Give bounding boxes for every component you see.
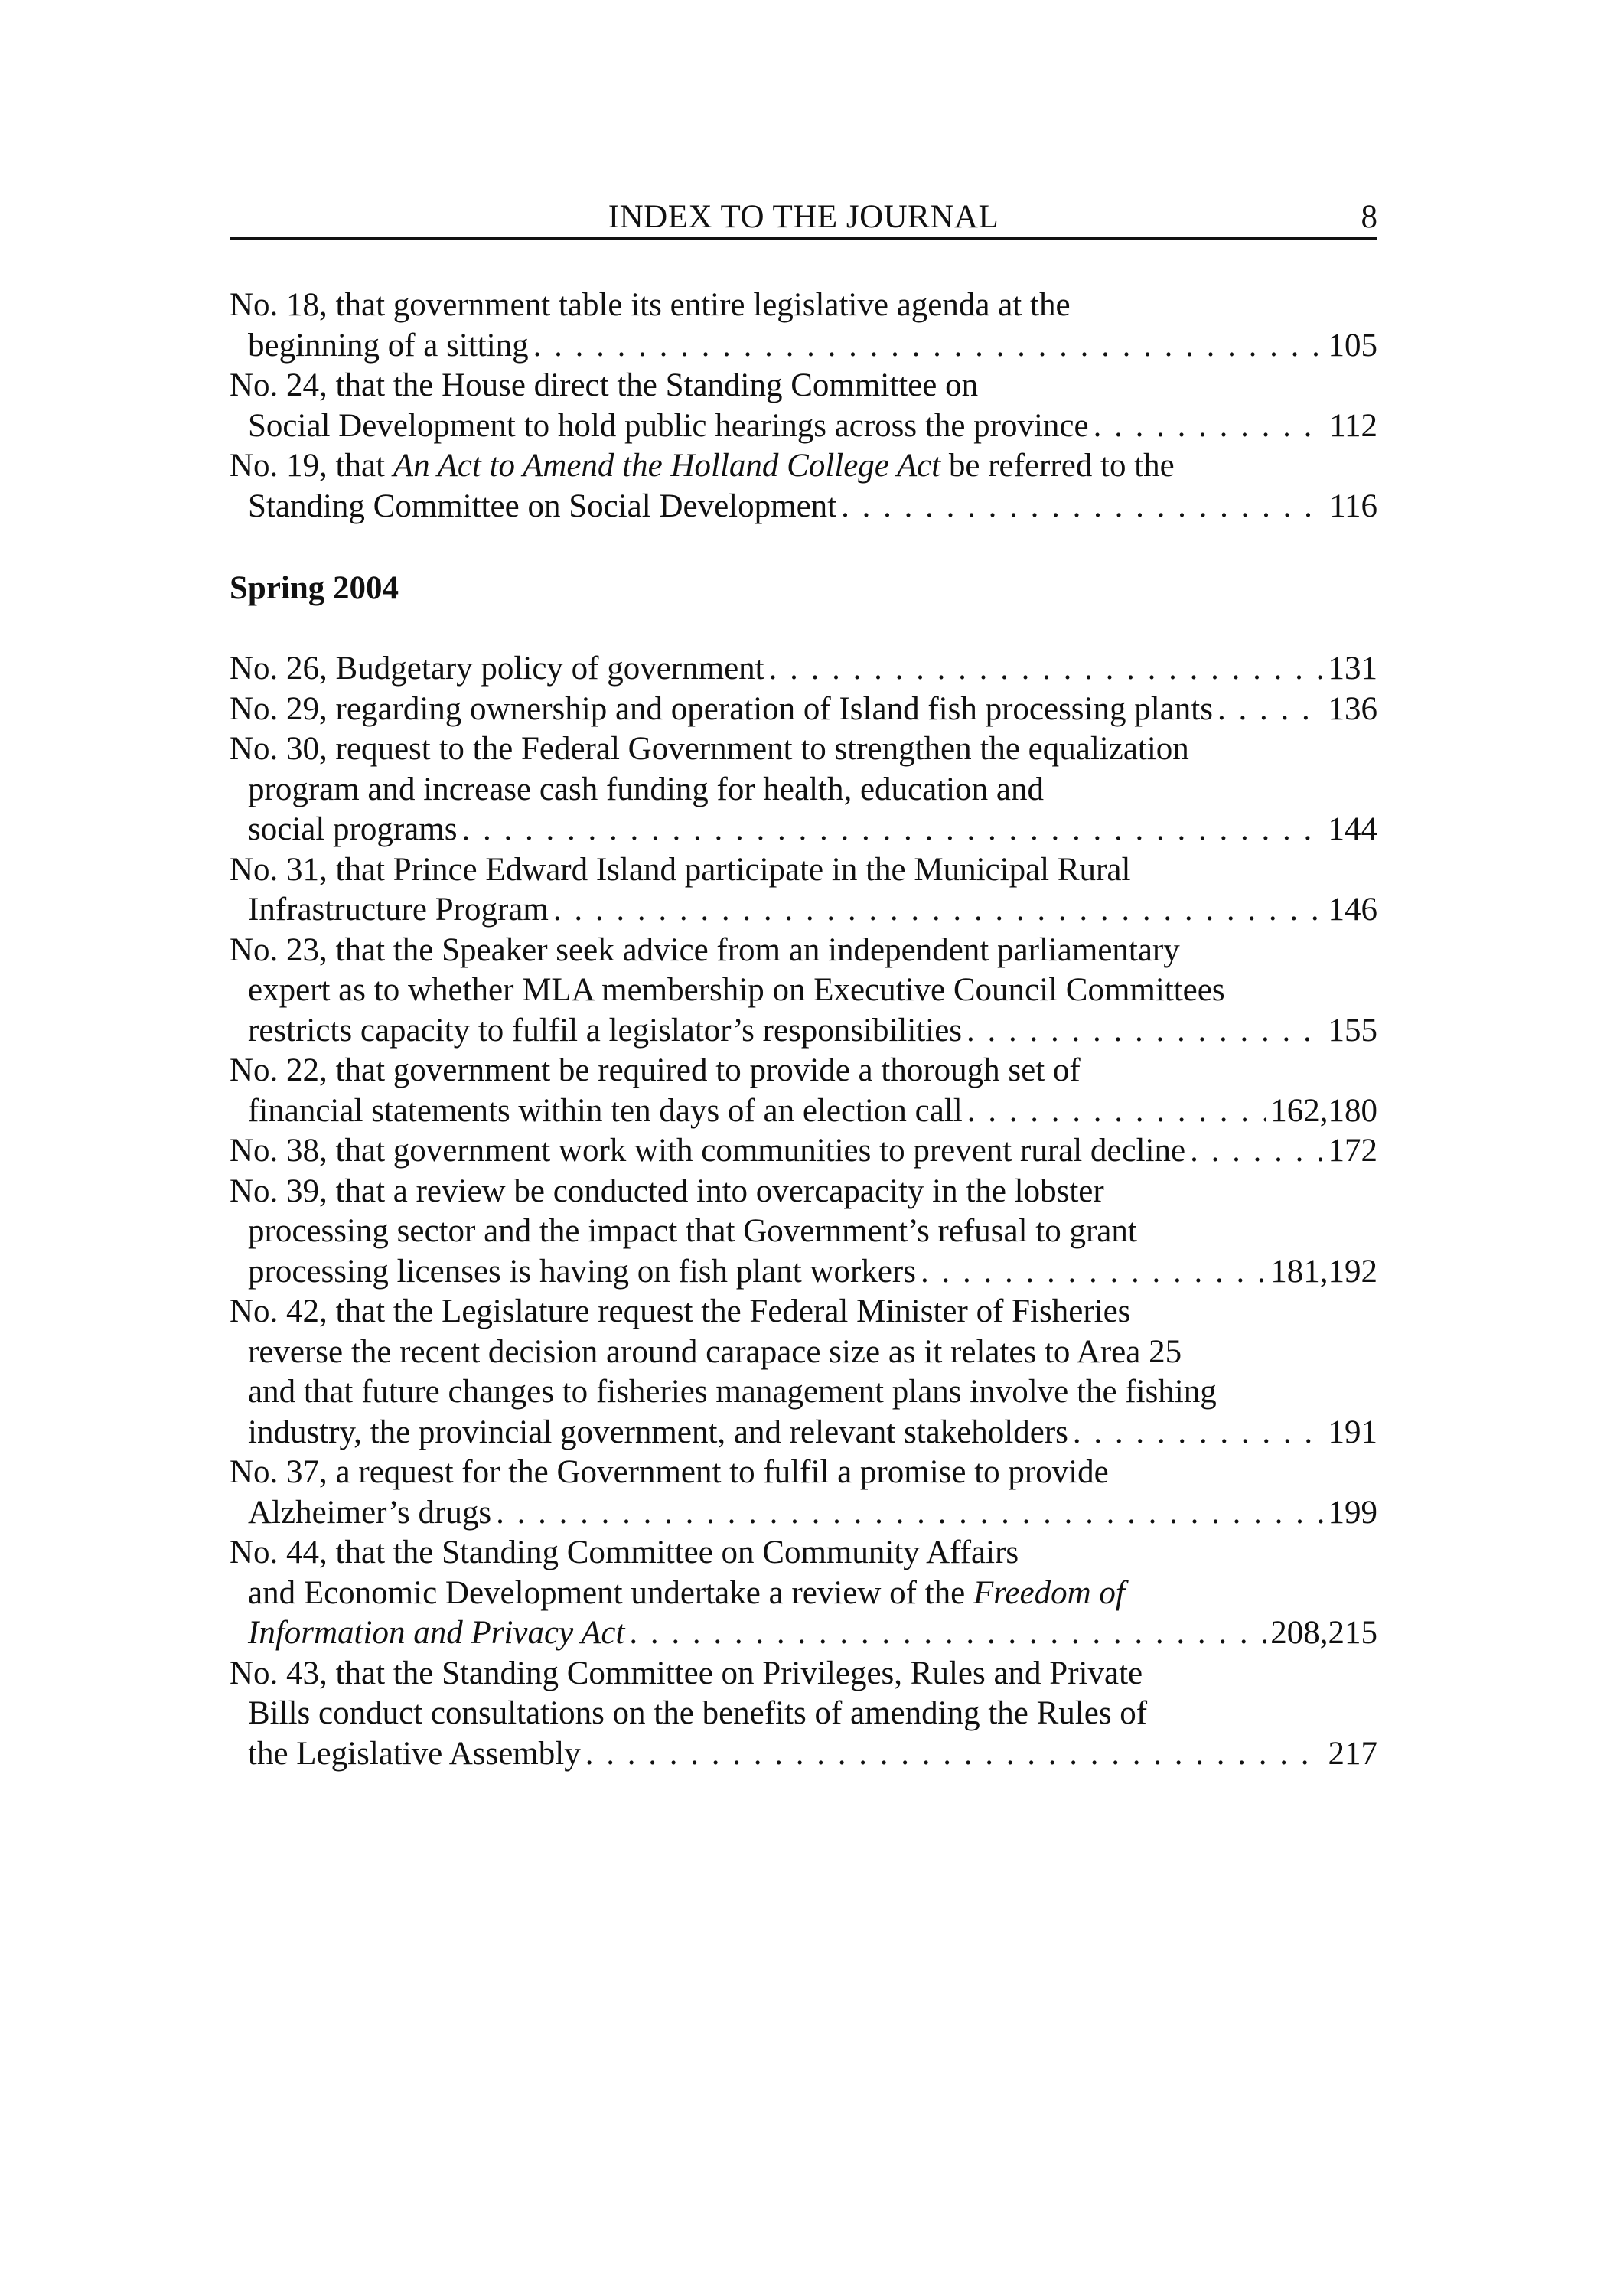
entry-text: No. 29, regarding ownership and operation of Island fish processing plants (230, 690, 1213, 727)
entry-page-ref: 217 (1328, 1735, 1377, 1772)
section-heading: Spring 2004 (230, 570, 399, 606)
dot-leader (1094, 406, 1325, 447)
motions-list-b (230, 649, 1377, 1774)
index-entry (230, 1172, 1377, 1293)
page-number: 8 (1361, 199, 1377, 235)
entry-page-ref: 112 (1329, 407, 1377, 444)
index-entry (230, 649, 1377, 690)
dot-leader (841, 487, 1325, 527)
entry-page-ref: 191 (1328, 1414, 1377, 1450)
entry-text: No. 24, that the House direct the Standing Committee on (230, 367, 979, 403)
entry-text: Bills conduct consultations on the benefits of amending the Rules of (248, 1695, 1148, 1731)
entry-text: beginning of a sitting (248, 327, 529, 364)
index-entry (230, 366, 1377, 446)
entry-text: reverse the recent decision around carapace size as it relates to Area 25 (248, 1333, 1182, 1370)
dot-leader (966, 1011, 1323, 1052)
index-entry (230, 931, 1377, 1052)
entry-page-ref: 116 (1329, 488, 1377, 524)
dot-leader (629, 1613, 1266, 1654)
index-entry (230, 285, 1377, 366)
entry-text: processing sector and the impact that Government’s refusal to grant (248, 1213, 1137, 1249)
index-entry (230, 1051, 1377, 1131)
entry-page-ref: 208,215 (1270, 1615, 1377, 1651)
index-entry (230, 850, 1377, 931)
entry-text: Social Development to hold public hearings across the province (248, 407, 1089, 444)
entry-text: restricts capacity to fulfil a legislator’s responsibilities (248, 1012, 963, 1049)
entry-page-ref: 181,192 (1270, 1253, 1377, 1290)
entry-text: No. 37, a request for the Government to fulfil a promise to provide (230, 1454, 1109, 1490)
entry-text: No. 39, that a review be conducted into overcapacity in the lobster (230, 1172, 1104, 1209)
entry-text: No. 43, that the Standing Committee on Privileges, Rules and Private (230, 1655, 1143, 1691)
entry-page-ref: 131 (1328, 651, 1377, 687)
entry-text: No. 38, that government work with communities to prevent rural decline (230, 1133, 1186, 1169)
act-title: Information and Privacy Act (248, 1615, 625, 1651)
index-entry (230, 690, 1377, 730)
index-entry (230, 1533, 1377, 1654)
entry-text: and that future changes to fisheries management plans involve the fishing (248, 1374, 1217, 1410)
dot-leader (967, 1091, 1266, 1132)
dot-leader (553, 890, 1324, 931)
entry-text: Alzheimer’s drugs (248, 1494, 492, 1531)
index-entry (230, 1131, 1377, 1172)
entry-text: expert as to whether MLA membership on Executive Council Committees (248, 972, 1225, 1008)
page-title: INDEX TO THE JOURNAL (608, 199, 999, 235)
motions-list-a (230, 285, 1377, 527)
entry-text: No. 18, that government table its entire legislative agenda at the (230, 287, 1071, 323)
dot-leader (1073, 1413, 1324, 1453)
entry-text (248, 1613, 624, 1654)
entry-text: No. 26, Budgetary policy of government (230, 651, 764, 687)
entry-text: social programs (248, 811, 458, 847)
entry-page-ref: 105 (1328, 327, 1377, 364)
entry-text: No. 23, that the Speaker seek advice from an independent parliamentary (230, 931, 1180, 968)
entry-text: No. 31, that Prince Edward Island participate in the Municipal Rural (230, 851, 1131, 888)
entry-page-ref: 155 (1328, 1012, 1377, 1049)
entry-text: Infrastructure Program (248, 892, 549, 928)
entry-text: No. 30, request to the Federal Government to strengthen the equalization (230, 731, 1189, 767)
page-header (230, 197, 1377, 240)
entry-text: processing licenses is having on fish plant workers (248, 1253, 916, 1290)
index-entry (230, 446, 1377, 527)
entry-text: No. 44, that the Standing Committee on Community Affairs (230, 1534, 1019, 1570)
dot-leader (533, 326, 1324, 367)
index-entry (230, 729, 1377, 850)
entry-text: program and increase cash funding for health, education and (248, 771, 1044, 807)
entry-text: industry, the provincial government, and relevant stakeholders (248, 1414, 1068, 1450)
entry-page-ref: 199 (1328, 1494, 1377, 1531)
dot-leader (585, 1734, 1324, 1775)
index-entry (230, 1292, 1377, 1453)
dot-leader (1190, 1131, 1323, 1172)
entry-page-ref: 162,180 (1270, 1092, 1377, 1129)
entry-text: Standing Committee on Social Development (248, 488, 837, 524)
entry-page-ref: 172 (1328, 1133, 1377, 1169)
entry-text: and Economic Development undertake a review of the Freedom of (248, 1574, 1125, 1611)
entry-text: No. 19, that An Act to Amend the Holland College Act be referred to the (230, 448, 1175, 484)
dot-leader (461, 810, 1323, 850)
dot-leader (1217, 690, 1324, 730)
entry-text: financial statements within ten days of an election call (248, 1092, 963, 1129)
act-title: Freedom of (973, 1574, 1125, 1611)
entry-page-ref: 144 (1328, 811, 1377, 847)
entry-text: No. 22, that government be required to provide a thorough set of (230, 1052, 1081, 1088)
dot-leader (769, 649, 1324, 690)
entry-page-ref: 136 (1328, 690, 1377, 727)
entry-text: No. 42, that the Legislature request the Federal Minister of Fisheries (230, 1293, 1131, 1329)
entry-page-ref: 146 (1328, 892, 1377, 928)
index-entry (230, 1654, 1377, 1775)
dot-leader (921, 1252, 1266, 1293)
index-entry (230, 1453, 1377, 1533)
entry-text: the Legislative Assembly (248, 1735, 581, 1772)
dot-leader (496, 1493, 1323, 1534)
act-title: An Act to Amend the Holland College Act (393, 448, 941, 484)
